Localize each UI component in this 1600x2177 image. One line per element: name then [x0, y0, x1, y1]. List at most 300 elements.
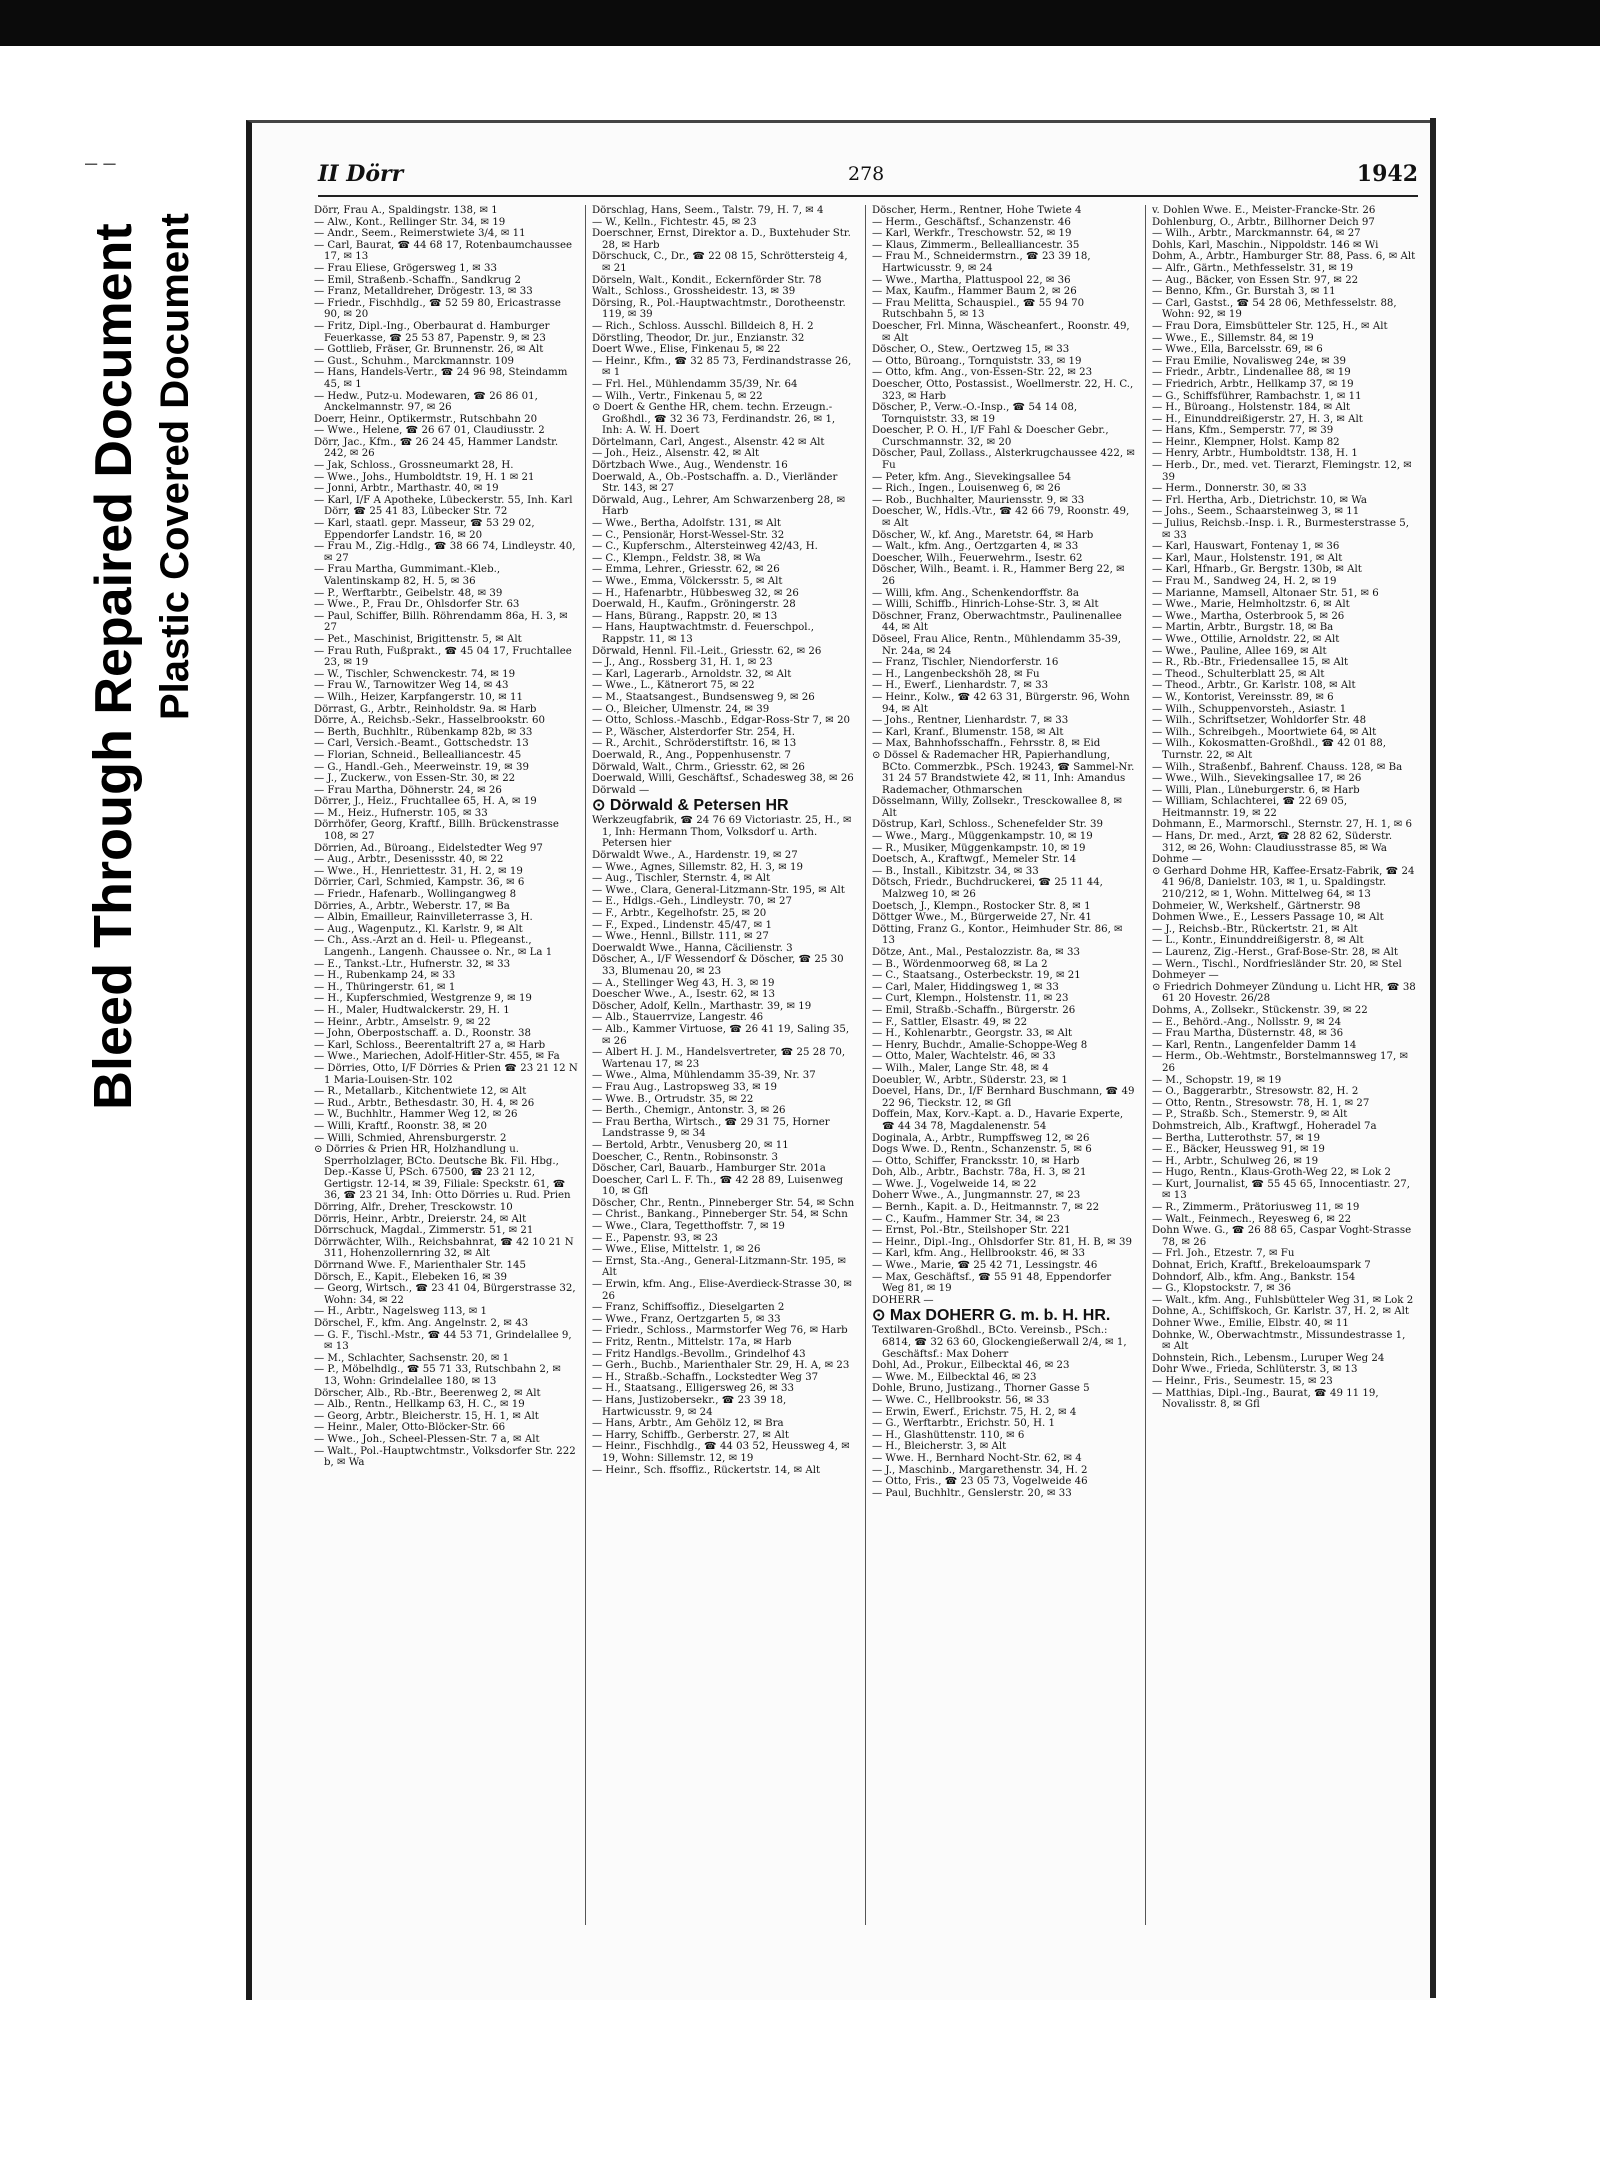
directory-entry: — Frl. Hel., Mühlendamm 35/39, Nr. 64 — [592, 378, 798, 390]
directory-entry: — Wwe., Bertha, Adolfstr. 131, ✉ Alt — [592, 518, 781, 530]
directory-entry: — Hans, Justizobersekr., ☎ 23 39 18, Hartwicusstr. 9, ✉ 24 — [592, 1394, 787, 1418]
directory-entry: — Willi, kfm. Ang., Schenkendorffstr. 8a — [872, 587, 1079, 599]
directory-entry: — Alb., Kammer Virtuose, ☎ 26 41 19, Saling 35, ✉ 26 — [592, 1023, 850, 1047]
directory-entry: — John, Oberpostschaff. a. D., Roonstr. 38 — [314, 1028, 531, 1040]
directory-entry: — Georg, Wirtsch., ☎ 23 41 04, Bürgerstrasse 32, Wohn: 34, ✉ 22 — [314, 1283, 576, 1306]
directory-entry: Doescher, W., Hdls.-Vtr., ☎ 42 66 79, Roonstr. 49, ✉ Alt — [872, 506, 1130, 530]
directory-entry: — Walt., kfm. Ang., Fuhlsbütteler Weg 31, ✉ Lok 2 — [1152, 1294, 1414, 1306]
section-heading: II Dörr — [318, 161, 404, 187]
directory-entry: — Karl, Hfnarb., Gr. Bergstr. 130b, ✉ Alt — [1152, 564, 1362, 576]
directory-entry: — Walt., Feinmech., Reyesweg 6, ✉ 22 — [1152, 1213, 1352, 1225]
directory-entry: Doescher, P. O. H., I/F Fahl & Doescher Gebr., Curschmannstr. 32, ✉ 20 — [872, 425, 1109, 448]
directory-entry: — Frau Martha, Döhnerstr. 24, ✉ 26 — [314, 784, 502, 796]
directory-entry: — Karl, Rentn., Langenfelder Damm 14 — [1152, 1039, 1357, 1051]
directory-entry: — Herb., Dr., med. vet. Tierarzt, Flemingstr. 12, ✉ 39 — [1152, 460, 1412, 483]
directory-entry: Doerwald, R., Ang., Poppenhusenstr. 7 — [592, 749, 791, 761]
directory-entry: — E., Bäcker, Heussweg 91, ✉ 19 — [1152, 1144, 1325, 1156]
directory-entry: — Aug., Arbtr., Desenissstr. 40, ✉ 22 — [314, 854, 504, 866]
directory-entry: — Rich., Schloss. Ausschl. Billdeich 8, H. 2 — [592, 320, 814, 332]
column-1 — [314, 205, 578, 1925]
page-number: 278 — [848, 163, 885, 185]
directory-entry: — Frau M., Sandweg 24, H. 2, ✉ 19 — [1152, 576, 1337, 587]
directory-entry: — Ernst, Pol.-Btr., Steilshoper Str. 221 — [872, 1225, 1071, 1237]
directory-entry: — Wilh., Schreibgeh., Moortwiete 64, ✉ Alt — [1152, 726, 1377, 738]
directory-entry: — G. F., Tischl.-Mstr., ☎ 44 53 71, Grindelallee 9, ✉ 13 — [314, 1329, 572, 1353]
directory-entry: Dohm, A., Arbtr., Hamburger Str. 88, Pass. 6, ✉ Alt — [1152, 251, 1416, 263]
directory-entry: Doerwald, Willi, Geschäftsf., Schadesweg 38, ✉ 26 — [592, 773, 854, 785]
directory-entry: Döscher, Paul, Zollass., Alsterkrugchaussee 422, ✉ Fu — [872, 448, 1135, 472]
directory-entry: — Martin, Arbtr., Burgstr. 18, ✉ Ba — [1152, 622, 1334, 634]
column-divider — [865, 205, 866, 1925]
directory-entry: — M., Staatsangest., Bundsensweg 9, ✉ 26 — [592, 691, 815, 703]
directory-entry: — E., Tankst.-Ltr., Hufnerstr. 32, ✉ 33 — [314, 958, 511, 970]
directory-entry: Dörrien, Ad., Büroang., Eidelstedter Weg 97 — [314, 842, 543, 854]
directory-entry: Doert Wwe., Elise, Finkenau 5, ✉ 22 — [592, 344, 781, 356]
directory-entry: — C., Staatsang., Osterbeckstr. 19, ✉ 21 — [872, 970, 1081, 982]
directory-entry: — Wilh., Vertr., Finkenau 5, ✉ 22 — [592, 390, 763, 402]
directory-entry: Doh, Alb., Arbtr., Bachstr. 78a, H. 3, ✉ 21 — [872, 1167, 1087, 1179]
directory-entry: Dötsch, Friedr., Buchdruckerei, ☎ 25 11 44, Malzweg 10, ✉ 26 — [872, 877, 1103, 901]
directory-entry: Doherr Wwe., A., Jungmannstr. 27, ✉ 23 — [872, 1190, 1081, 1202]
directory-entry: — Carl, Versich.-Beamt., Gottschedstr. 13 — [314, 738, 529, 750]
directory-entry: — Wwe., Martha, Plattuspool 22, ✉ 36 — [872, 274, 1071, 286]
directory-entry: Dörscher, Alb., Rb.-Btr., Beerenweg 2, ✉ Alt — [314, 1387, 541, 1399]
directory-entry: — Emil, Straßb.-Schaffn., Bürgerstr. 26 — [872, 1004, 1076, 1016]
directory-entry: — Gerh., Buchb., Marienthaler Str. 29, H. A, ✉ 23 — [592, 1360, 850, 1372]
directory-entry: Doescher Wwe., A., Isestr. 62, ✉ 13 — [592, 989, 775, 1001]
page-edge-shadow — [1430, 118, 1436, 1998]
directory-entry: — Karl, Hauswart, Fontenay 1, ✉ 36 — [1152, 541, 1340, 553]
directory-entry: — Frau Dora, Eimsbütteler Str. 125, H., ✉ Alt — [1152, 320, 1388, 332]
directory-entry: Döscher, P., Verw.-O.-Insp., ☎ 54 14 08, Tornquiststr. 33, ✉ 19 — [872, 402, 1078, 425]
directory-entry: — Wilh., Maler, Lange Str. 48, ✉ 4 — [872, 1062, 1049, 1074]
directory-entry: — Wwe., Marg., Müggenkampstr. 10, ✉ 19 — [872, 831, 1093, 843]
directory-entry: — Hans, Dr. med., Arzt, ☎ 28 82 62, Süderstr. 312, ✉ 26, Wohn: Claudiusstrasse 85, ✉ Wa — [1152, 831, 1393, 854]
directory-entry: Dörschlag, Hans, Seem., Talstr. 79, H. 7, ✉ 4 — [592, 205, 824, 216]
directory-entry: Döschner, Franz, Oberwachtmstr., Paulinenallee 44, ✉ Alt — [872, 610, 1122, 634]
directory-entry: — F., Arbtr., Kegelhofstr. 25, ✉ 20 — [592, 908, 767, 920]
directory-entry: Doescher, Wilh., Feuerwehrm., Isestr. 62 — [872, 552, 1083, 564]
directory-entry: — Wwe., P., Frau Dr., Ohlsdorfer Str. 63 — [314, 599, 520, 611]
directory-entry: ⊙ Dörwald & Petersen HR — [592, 797, 789, 815]
directory-entry: Dohne, A., Schiffskoch, Gr. Karlstr. 37, H. 2, ✉ Alt — [1152, 1306, 1409, 1318]
directory-entry: Döscher, A., I/F Wessendorf & Döscher, ☎ 25 30 33, Blumenau 20, ✉ 23 — [592, 954, 844, 977]
directory-entry: — G., Klopstockstr. 7, ✉ 36 — [1152, 1283, 1292, 1295]
directory-entry: — C., Pensionär, Horst-Wessel-Str. 32 — [592, 529, 785, 541]
directory-entry: Dörris, Heinr., Arbtr., Dreierstr. 24, ✉ Alt — [314, 1213, 527, 1225]
directory-entry: Döscher, Chr., Rentn., Pinneberger Str. 54, ✉ Schn — [592, 1197, 855, 1209]
directory-entry: Dörwald — — [592, 784, 650, 796]
directory-entry: Döscher, Adolf, Kelln., Marthastr. 39, ✉ 19 — [592, 1000, 812, 1012]
directory-entry: — Marianne, Mamsell, Altonaer Str. 51, ✉ 6 — [1152, 587, 1379, 599]
directory-entry: — Aug., Bäcker, von Essen Str. 97, ✉ 22 — [1152, 274, 1359, 286]
directory-entry: Dörwaldt Wwe., A., Hardenstr. 19, ✉ 27 — [592, 850, 798, 862]
directory-entry: — J., Reichsb.-Btr., Rückertstr. 21, ✉ Alt — [1152, 923, 1358, 935]
directory-entry: — Karl, Maur., Holstenstr. 191, ✉ Alt — [1152, 552, 1343, 564]
directory-entry: — Erwin, kfm. Ang., Elise-Averdieck-Strasse 30, ✉ 26 — [592, 1279, 852, 1302]
directory-entry: — Heinr., Fischhdlg., ☎ 44 03 52, Heussweg 4, ✉ 19, Wohn: Sillemstr. 12, ✉ 19 — [592, 1441, 850, 1464]
directory-entry: Dohls, Karl, Maschin., Nippoldstr. 146 ✉ Wi — [1152, 239, 1379, 251]
directory-entry: — Franz, Metalldreher, Drögestr. 13, ✉ 33 — [314, 286, 533, 298]
directory-entry: Werkzeugfabrik, ☎ 24 76 69 Victoriastr. 25, H., ✉ 1, Inh: Hermann Thom, Volksdorf u. Arth. Petersen hier — [592, 815, 852, 850]
column-3 — [872, 205, 1136, 1925]
directory-entry: Dohmeier, W., Werkshelf., Gärtnerstr. 98 — [1152, 900, 1361, 912]
directory-entry: — G., Werftarbtr., Erichstr. 50, H. 1 — [872, 1418, 1056, 1430]
directory-entry: Döscher, O., Stew., Oertzweg 15, ✉ 33 — [872, 344, 1070, 356]
directory-entry: — Karl, kfm. Ang., Hellbrookstr. 46, ✉ 33 — [872, 1248, 1085, 1260]
directory-entry: — Alb., Rentn., Hellkamp 63, H. C., ✉ 19 — [314, 1399, 525, 1411]
directory-entry: — R., Zimmerm., Prätoriusweg 11, ✉ 19 — [1152, 1202, 1360, 1214]
directory-entry: — Laurenz, Zig.-Herst., Graf-Bose-Str. 28, ✉ Alt — [1152, 947, 1398, 958]
directory-entry: — Johs., Rentner, Lienhardstr. 7, ✉ 33 — [872, 715, 1069, 727]
directory-entry: — Georg, Arbtr., Bleicherstr. 15, H. 1, ✉ Alt — [314, 1410, 539, 1422]
directory-entry: — Wilh., Schriftsetzer, Wohldorfer Str. 48 — [1152, 715, 1367, 727]
directory-entry: Dörrast, G., Arbtr., Reinholdstr. 9a. ✉ Harb — [314, 703, 537, 715]
directory-entry: Doescher, Frl. Minna, Wäscheanfert., Roonstr. 49, ✉ Alt — [872, 320, 1130, 344]
directory-entry: — H., Einunddreißigerstr. 27, H. 3, ✉ Alt — [1152, 413, 1363, 425]
directory-entry: — Franz, Tischler, Niendorferstr. 16 — [872, 657, 1059, 669]
directory-entry: — E., Hdlgs.-Geh., Lindleystr. 70, ✉ 27 — [592, 896, 792, 908]
directory-entry: — Peter, kfm. Ang., Sievekingsallee 54 — [872, 471, 1072, 483]
directory-entry: — Wwe., Clara, Tegetthoffstr. 7, ✉ 19 — [592, 1221, 785, 1233]
directory-entry: Dötze, Ant., Mal., Pestalozzistr. 8a, ✉ 33 — [872, 947, 1080, 958]
directory-entry: — H., Langenbeckshöh 28, ✉ Fu — [872, 668, 1040, 680]
directory-entry: — Wilh., Straßenbf., Bahrenf. Chauss. 128, ✉ Ba — [1152, 761, 1403, 773]
directory-entry: — Rob., Buchhalter, Mauriensstr. 9, ✉ 33 — [872, 494, 1085, 506]
directory-entry: — Otto, kfm. Ang., von-Essen-Str. 22, ✉ 23 — [872, 367, 1093, 379]
directory-entry: Döscher, Herm., Rentner, Hohe Twiete 4 — [872, 205, 1082, 216]
directory-entry: — Otto, Maler, Wachtelstr. 46, ✉ 33 — [872, 1051, 1056, 1063]
directory-entry: Dörrhöfer, Georg, Kraftf., Billh. Brückenstrasse 108, ✉ 27 — [314, 819, 559, 843]
directory-entry: Döscher, Wilh., Beamt. i. R., Hammer Berg 22, ✉ 26 — [872, 564, 1125, 587]
directory-entry: — Gust., Schuhm., Marckmannstr. 109 — [314, 355, 515, 367]
directory-entry: — Wilh., Schuppenvorsteh., Asiastr. 1 — [1152, 703, 1347, 715]
directory-entry: — Fritz Handlgs.-Bevollm., Grindelhof 43 — [592, 1348, 806, 1360]
directory-entry: — Jak, Schloss., Grossneumarkt 28, H. — [314, 460, 514, 472]
directory-entry: — F., Exped., Lindenstr. 45/47, ✉ 1 — [592, 919, 772, 931]
directory-entry: — Theod., Arbtr., Gr. Karlstr. 108, ✉ Alt — [1152, 680, 1356, 692]
directory-entry: — Walt., kfm. Ang., Oertzgarten 4, ✉ 33 — [872, 541, 1079, 553]
directory-entry: — Wwe., H., Henriettestr. 31, H. 2, ✉ 19 — [314, 865, 523, 877]
directory-entry: — Emma, Lehrer., Griesstr. 62, ✉ 26 — [592, 564, 780, 576]
directory-entry: — Curt, Klempn., Holstenstr. 11, ✉ 23 — [872, 993, 1069, 1005]
directory-entry: — Alfr., Gärtn., Methfesselstr. 31, ✉ 19 — [1152, 262, 1354, 274]
directory-entry: Döseel, Frau Alice, Rentn., Mühlendamm 35-39, Nr. 24a, ✉ 24 — [872, 633, 1122, 657]
directory-entry: — Ch., Ass.-Arzt an d. Heil- u. Pflegeanst., Langenh., Langenh. Chaussee o. Nr., ✉ La 1 — [314, 935, 553, 958]
directory-entry: — Frau Bertha, Wirtsch., ☎ 29 31 75, Horner Landstrasse 9, ✉ 34 — [592, 1116, 830, 1140]
plastic-covered-label: Plastic Covered Document — [153, 213, 197, 720]
directory-entry: Dohnat, Erich, Kraftf., Brekeloaumspark 7 — [1152, 1260, 1371, 1272]
directory-entry: — R., Metallarb., Kitchentwiete 12, ✉ Alt — [314, 1086, 527, 1098]
directory-entry: — Carl, Maler, Hiddingsweg 1, ✉ 33 — [872, 981, 1059, 993]
directory-entry: — Frau Ruth, Fußprakt., ☎ 45 04 17, Fruchtallee 23, ✉ 19 — [314, 645, 572, 669]
directory-entry: — W., Kontorist, Vereinsstr. 89, ✉ 6 — [1152, 691, 1334, 703]
directory-entry: — H., Rubenkamp 24, ✉ 33 — [314, 970, 456, 982]
directory-entry: — J., Ang., Rossberg 31, H. 1, ✉ 23 — [592, 657, 773, 669]
directory-entry: Dörre, A., Reichsb.-Sekr., Hasselbrookstr. 60 — [314, 715, 545, 727]
directory-entry: — W., Buchhltr., Hammer Weg 12, ✉ 26 — [314, 1109, 518, 1121]
directory-entry: — Heinr., Sch. ffsoffiz., Rückertstr. 14, ✉ Alt — [592, 1464, 821, 1476]
directory-entry: — Paul, Buchhltr., Genslerstr. 20, ✉ 33 — [872, 1487, 1072, 1499]
directory-entry: Dohmann, E., Marmorschl., Sternstr. 27, H. 1, ✉ 6 — [1152, 819, 1412, 831]
directory-entry: Dörtzbach Wwe., Aug., Wendenstr. 16 — [592, 460, 788, 472]
directory-entry: Dörrschuck, Magdal., Zimmerstr. 51, ✉ 21 — [314, 1225, 534, 1237]
directory-entry: — Karl, staatl. gepr. Masseur, ☎ 53 29 02, Eppendorfer Landstr. 16, ✉ 20 — [314, 518, 535, 541]
directory-entry: — Karl, Werkfr., Treschowstr. 52, ✉ 19 — [872, 228, 1072, 240]
column-divider — [585, 205, 586, 1925]
directory-entry: Dohle, Bruno, Justizang., Thorner Gasse 5 — [872, 1383, 1090, 1395]
directory-entry: ⊙ Doert & Genthe HR, chem. techn. Erzeugn.-Großhdl., ☎ 32 36 73, Ferdinandstr. 26, ✉ 1, Inh: A. W. H. Doert — [592, 402, 836, 437]
directory-entry: — Frl. Joh., Etzestr. 7, ✉ Fu — [1152, 1248, 1295, 1260]
directory-entry: — Frau Martha, Düsternstr. 48, ✉ 36 — [1152, 1028, 1344, 1040]
directory-entry: — Wwe., Wilh., Sievekingsallee 17, ✉ 26 — [1152, 773, 1362, 785]
directory-entry: — Benno, Kfm., Gr. Burstah 3, ✉ 11 — [1152, 286, 1336, 298]
directory-entry: — Friedr., Schloss., Marmstorfer Weg 76, ✉ Harb — [592, 1325, 848, 1337]
directory-entry: — William, Schlachterei, ☎ 22 69 05, Heitmannstr. 19, ✉ 22 — [1152, 796, 1348, 819]
directory-entry: — Frau Melitta, Schauspiel., ☎ 55 94 70 Rutschbahn 5, ✉ 13 — [872, 297, 1085, 321]
directory-entry: — H., Ewerf., Lienhardstr. 7, ✉ 33 — [872, 680, 1049, 692]
directory-entry: Walt., Schloss., Grossheidestr. 13, ✉ 39 — [592, 286, 796, 298]
directory-entry: Dörsing, R., Pol.-Hauptwachtmstr., Dorotheenstr. 119, ✉ 39 — [592, 297, 846, 321]
directory-entry: — Aug., Tischler, Sternstr. 4, ✉ Alt — [592, 873, 771, 885]
directory-entry: Dohmeyer — — [1152, 970, 1219, 982]
directory-entry: — H., Thüringerstr. 61, ✉ 1 — [314, 981, 456, 993]
directory-entry: Döscher, Carl, Bauarb., Hamburger Str. 201a — [592, 1163, 826, 1175]
directory-entry: — Wwe. H., Bernhard Nocht-Str. 62, ✉ 4 — [872, 1452, 1082, 1464]
directory-entry: Dörries, A., Arbtr., Weberstr. 17, ✉ Ba — [314, 900, 510, 912]
directory-entry: — Wwe., Clara, General-Litzmann-Str. 195, ✉ Alt — [592, 884, 845, 896]
directory-entry: — W., Kelln., Fichtestr. 45, ✉ 23 — [592, 216, 757, 228]
directory-entry: — Wwe., E., Sillemstr. 84, ✉ 19 — [1152, 332, 1314, 344]
directory-entry: Doerwald, A., Ob.-Postschaffn. a. D., Vierländer Str. 143, ✉ 27 — [592, 471, 838, 495]
directory-entry: Dohmen Wwe., E., Lessers Passage 10, ✉ Alt — [1152, 912, 1384, 924]
directory-entry: Dohl, Ad., Prokur., Eilbecktal 46, ✉ 23 — [872, 1360, 1070, 1372]
directory-entry: — Wwe., Mariechen, Adolf-Hitler-Str. 455, ✉ Fa — [314, 1051, 560, 1063]
directory-entry: — Max, Bahnhofsschaffn., Fehrsstr. 8, ✉ Eid — [872, 738, 1101, 750]
directory-entry: — Frau W., Tarnowitzer Weg 14, ✉ 43 — [314, 680, 509, 692]
directory-entry: — O., Baggerarbtr., Stresowstr. 82, H. 2 — [1152, 1086, 1359, 1098]
directory-entry: — Aug., Wagenputz., Kl. Karlstr. 9, ✉ Alt — [314, 923, 523, 935]
directory-entry: — Friedr., Hafenarb., Wollingangweg 8 — [314, 889, 517, 901]
directory-entry: — F., Sattler, Elsastr. 49, ✉ 22 — [872, 1016, 1028, 1028]
directory-entry: — Walt., Pol.-Hauptwchtmstr., Volksdorfer Str. 222 b, ✉ Wa — [314, 1445, 576, 1469]
directory-entry: Doetsch, J., Klempn., Rostocker Str. 8, ✉ 1 — [872, 900, 1091, 912]
directory-entry: ⊙ Gerhard Dohme HR, Kaffee-Ersatz-Fabrik, ☎ 24 41 96/8, Danielstr. 103, ✉ 1, u. Spaldingstr. 210/212, ✉ 1, Wohn. Mittelweg 64, ✉ 13 — [1152, 865, 1415, 901]
directory-entry: — Alw., Kont., Rellinger Str. 34, ✉ 19 — [314, 216, 506, 228]
year-label: 1942 — [1356, 161, 1418, 187]
directory-entry: Doescher, Carl L. F. Th., ☎ 42 28 89, Luisenweg 10, ✉ Gfl — [592, 1174, 844, 1198]
directory-entry: — Wwe., Ella, Barcelsstr. 69, ✉ 6 — [1152, 344, 1323, 356]
directory-entry: Dösselmann, Willy, Zollsekr., Tresckowallee 8, ✉ Alt — [872, 796, 1122, 819]
directory-entry: — Theod., Schulterblatt 25, ✉ Alt — [1152, 668, 1325, 680]
directory-entry: — Johs., Seem., Schaarsteinweg 3, ✉ 11 — [1152, 506, 1360, 518]
directory-entry: Dohlenburg, O., Arbtr., Billhorner Deich 97 — [1152, 216, 1375, 228]
directory-entry: Doescher, C., Rentn., Robinsonstr. 3 — [592, 1151, 778, 1163]
directory-entry: — O., Bleicher, Ulmenstr. 24, ✉ 39 — [592, 703, 770, 715]
directory-entry: — Bertha, Lutterothstr. 57, ✉ 19 — [1152, 1132, 1320, 1144]
directory-entry: Dörwald, Hennl. Fil.-Leit., Griesstr. 62, ✉ 26 — [592, 645, 822, 657]
directory-entry: — Rich., Ingen., Louisenweg 6, ✉ 26 — [872, 483, 1061, 495]
directory-entry: Doginala, A., Arbtr., Rumpffsweg 12, ✉ 26 — [872, 1132, 1090, 1144]
directory-entry: — Wwe., Alma, Mühlendamm 35-39, Nr. 37 — [592, 1070, 816, 1082]
condition-line-1 — [80, 150, 147, 1110]
directory-entry: — Frau M., Schneidermstrn., ☎ 23 39 18, Hartwicusstr. 9, ✉ 24 — [872, 251, 1091, 274]
directory-entry: ⊙ Max DOHERR G. m. b. H. HR. — [872, 1307, 1111, 1325]
directory-entry: — Otto, Rentn., Stresowstr. 78, H. 1, ✉ 27 — [1152, 1097, 1370, 1109]
directory-entry: — Heinr., Kfm., ☎ 32 85 73, Ferdinandstrasse 26, ✉ 1 — [592, 355, 852, 379]
directory-entry: — Wwe., Elise, Mittelstr. 1, ✉ 26 — [592, 1244, 761, 1256]
directory-entry: — Christ., Bankang., Pinneberger Str. 54, ✉ Schn — [592, 1209, 848, 1221]
directory-entry: — H., Maler, Hudtwalckerstr. 29, H. 1 — [314, 1004, 510, 1016]
directory-entry: — Wwe. B., Ortrudstr. 35, ✉ 22 — [592, 1093, 754, 1105]
directory-entry: Dörrier, Carl, Schmied, Kampstr. 36, ✉ 6 — [314, 877, 525, 889]
directory-entry: Doeubler, W., Arbtr., Süderstr. 23, ✉ 1 — [872, 1074, 1068, 1086]
directory-entry: Dörseln, Walt., Kondit., Eckernförder Str. 78 — [592, 274, 822, 286]
directory-entry: Dohmstreich, Alb., Kraftwgf., Hoheradel 7a — [1152, 1120, 1377, 1132]
directory-entry: — Wilh., Heizer, Karpfangerstr. 10, ✉ 11 — [314, 691, 523, 703]
directory-entry: — Carl, Gastst., ☎ 54 28 06, Methfesselstr. 88, Wohn: 92, ✉ 19 — [1152, 297, 1397, 321]
directory-entry: — Fritz, Dipl.-Ing., Oberbaurat d. Hamburger Feuerkasse, ☎ 25 53 87, Papenstr. 9, ✉ 23 — [314, 320, 550, 344]
directory-entry: — Hedw., Putz-u. Modewaren, ☎ 26 86 01, Anckelmannstr. 97, ✉ 26 — [314, 390, 538, 414]
directory-entry: — Frau Emilie, Novalisweg 24e, ✉ 39 — [1152, 355, 1346, 367]
directory-entry: — Wwe., Martha, Osterbrook 5, ✉ 26 — [1152, 610, 1345, 622]
directory-entry: — Berth, Buchhltr., Rübenkamp 82b, ✉ 33 — [314, 726, 533, 738]
directory-entry: — Albert H. J. M., Handelsvertreter, ☎ 25 28 70, Wartenau 17, ✉ 23 — [592, 1047, 846, 1070]
directory-entry: — Wwe., Emma, Völckersstr. 5, ✉ Alt — [592, 576, 783, 587]
directory-entry: — Otto, Fris., ☎ 23 05 73, Vogelweide 46 — [872, 1476, 1088, 1488]
directory-entry: — Otto, Büroang., Tornquiststr. 33, ✉ 19 — [872, 355, 1082, 367]
directory-entry: — Hans, Arbtr., Am Gehölz 12, ✉ Bra — [592, 1418, 784, 1430]
directory-entry: — B., Install., Kibitzstr. 34, ✉ 33 — [872, 865, 1039, 877]
directory-entry: — W., Tischler, Schwenckestr. 74, ✉ 19 — [314, 668, 516, 680]
directory-entry: Doerschner, Ernst, Direktor a. D., Buxtehuder Str. 28, ✉ Harb — [592, 228, 851, 251]
directory-entry: — B., Wördenmoorweg 68, ✉ La 2 — [872, 958, 1048, 970]
directory-entry: — Heinr., Arbtr., Amselstr. 9, ✉ 22 — [314, 1016, 491, 1028]
directory-entry: — Henry, Arbtr., Humboldtstr. 138, H. 1 — [1152, 448, 1358, 460]
margin-dashes: – – — [85, 150, 116, 175]
directory-entry: — J., Maschinb., Margarethenstr. 34, H. 2 — [872, 1464, 1088, 1476]
directory-entry: Doerwald, H., Kaufm., Gröningerstr. 28 — [592, 599, 796, 611]
directory-entry: — Max, Geschäftsf., ☎ 55 91 48, Eppendorfer Weg 81, ✉ 19 — [872, 1271, 1112, 1295]
directory-entry: — Heinr., Kolw., ☎ 42 63 31, Bürgerstr. 96, Wohn 94, ✉ Alt — [872, 691, 1130, 715]
directory-entry: DOHERR — — [872, 1294, 934, 1306]
directory-entry: — Franz, Schiffsoffiz., Dieselgarten 2 — [592, 1302, 785, 1314]
directory-entry: — Hans, Bürang., Rappstr. 20, ✉ 13 — [592, 610, 778, 622]
directory-entry: — Emil, Straßenb.-Schaffn., Sandkrug 2 — [314, 274, 521, 286]
directory-entry: — H., Hafenarbtr., Hübbesweg 32, ✉ 26 — [592, 587, 799, 599]
directory-entry: ⊙ Friedrich Dohmeyer Zündung u. Licht HR, ☎ 38 61 20 Hovestr. 26/28 — [1152, 981, 1416, 1005]
directory-entry: — Rud., Arbtr., Bethesdastr. 30, H. 4, ✉ 26 — [314, 1097, 535, 1109]
directory-entry: — P., Straßb. Sch., Stemerstr. 9, ✉ Alt — [1152, 1109, 1348, 1121]
directory-entry: — Andr., Seem., Reimerstwiete 3/4, ✉ 11 — [314, 228, 526, 240]
directory-entry: — Dörries, Otto, I/F Dörries & Prien ☎ 23 21 12 N 1 Maria-Louisen-Str. 102 — [314, 1062, 578, 1086]
directory-entry: — Heinr., Dipl.-Ing., Ohlsdorfer Str. 81, H. B, ✉ 39 — [872, 1236, 1132, 1248]
directory-entry: — Joh., Heiz., Alsenstr. 42, ✉ Alt — [592, 448, 760, 460]
column-4 — [1152, 205, 1416, 1925]
directory-entry: — Herm., Geschäftsf., Schanzenstr. 46 — [872, 216, 1071, 228]
directory-entry: — Pet., Maschinist, Brigittenstr. 5, ✉ Alt — [314, 633, 522, 645]
directory-entry: — Berth., Chemigr., Antonstr. 3, ✉ 26 — [592, 1105, 786, 1117]
directory-entry: Doffein, Max, Korv.-Kapt. a. D., Havarie Experte, ☎ 44 34 78, Magdalenenstr. 54 — [872, 1109, 1124, 1132]
directory-entry: Dötting, Franz G., Kontor., Heimhuder Str. 86, ✉ 13 — [872, 923, 1123, 947]
directory-entry: Dörschuck, C., Dr., ☎ 22 08 15, Schröttersteig 4, ✉ 21 — [592, 251, 848, 274]
directory-entry: — M., Heiz., Hufnerstr. 105, ✉ 33 — [314, 807, 488, 819]
directory-entry: ⊙ Dörries & Prien HR, Holzhandlung u. Sperrholzlager, BCto. Deutsche Bk. Fil. Hbg., Dep.-Kasse U, PSch. 67500, ☎ 23 21 12, Gertigstr. 12-14, ✉ 39, Filiale: Speckstr. 61, ☎ 36, ☎ 23 21 34, Inh: Otto Dörries u. Rud. Prien — [314, 1144, 571, 1202]
directory-entry: Dörrer, J., Heiz., Fruchtallee 65, H. A, ✉ 19 — [314, 796, 537, 808]
directory-entry: — Wwe., Johs., Humboldtstr. 19, H. 1 ✉ 21 — [314, 471, 535, 483]
directory-entry: — Heinr., Fris., Seumestr. 15, ✉ 23 — [1152, 1375, 1333, 1387]
directory-entry: Döscher, W., kf. Ang., Maretstr. 64, ✉ Harb — [872, 529, 1094, 541]
directory-entry: Doescher, Otto, Postassist., Woellmerstr. 22, H. C., 323, ✉ Harb — [872, 378, 1134, 402]
directory-entry: Textilwaren-Großhdl., BCto. Vereinsb., PSch.: 6814, ☎ 32 63 60, Glockengießerwall 2/4, ✉ 1, Geschäftsf.: Max Doherr — [872, 1325, 1127, 1360]
directory-entry: — E., Behörd.-Ang., Nollsstr. 9, ✉ 24 — [1152, 1016, 1342, 1028]
directory-entry: Dörtelmann, Carl, Angest., Alsenstr. 42 ✉ Alt — [592, 436, 825, 448]
directory-entry: — H., Arbtr., Nagelsweg 113, ✉ 1 — [314, 1306, 488, 1318]
directory-entry: Dörring, Alfr., Dreher, Tresckowstr. 10 — [314, 1202, 513, 1214]
directory-entry: — Gottlieb, Fräser, Gr. Brunnenstr. 26, ✉ Alt — [314, 344, 544, 356]
directory-entry: — Karl, Schloss., Beerentaltrift 27 a, ✉ Harb — [314, 1039, 546, 1051]
directory-entry: — Otto, Schloss.-Maschb., Edgar-Ross-Str 7, ✉ 20 — [592, 715, 851, 727]
directory-entry: — Matthias, Dipl.-Ing., Baurat, ☎ 49 11 19, Novalisstr. 8, ✉ Gfl — [1152, 1387, 1379, 1411]
directory-entry: — Heinr., Maler, Otto-Blöcker-Str. 66 — [314, 1422, 506, 1434]
directory-entry: — Carl, Baurat, ☎ 44 68 17, Rotenbaumchaussee 17, ✉ 13 — [314, 239, 573, 263]
directory-entry: — Wilh., Kokosmatten-Großhdl., ☎ 42 01 88, Turnstr. 22, ✉ Alt — [1152, 738, 1387, 761]
directory-entry: — Paul, Schiffer, Billh. Röhrendamm 86a, H. 3, ✉ 27 — [314, 610, 568, 634]
directory-entry: — J., Zuckerw., von Essen-Str. 30, ✉ 22 — [314, 773, 516, 785]
directory-entry: — Heinr., Klempner, Holst. Kamp 82 — [1152, 436, 1340, 448]
directory-entry: — Fritz, Rentn., Mittelstr. 17a, ✉ Harb — [592, 1337, 792, 1348]
directory-entry: — Wwe., Ottilie, Arnoldstr. 22, ✉ Alt — [1152, 633, 1340, 645]
directory-entry: — Max, Kaufm., Hammer Baum 2, ✉ 26 — [872, 286, 1077, 298]
directory-entry: Dohnke, W., Oberwachtmstr., Missundestrasse 1, ✉ Alt — [1152, 1329, 1406, 1353]
header-rule — [318, 195, 1418, 197]
directory-entry: — P., Wäscher, Alsterdorfer Str. 254, H. — [592, 726, 795, 738]
directory-entry: — Willi, Schmied, Ahrensburgerstr. 2 — [314, 1132, 507, 1144]
directory-entry: — Karl, Kranf., Blumenstr. 158, ✉ Alt — [872, 726, 1064, 738]
directory-entry: — Hans, Kfm., Semperstr. 77, ✉ 39 — [1152, 425, 1334, 437]
document-condition-label — [80, 150, 265, 1110]
directory-entry: — H., Staatsang., Elligersweg 26, ✉ 33 — [592, 1383, 794, 1395]
directory-entry: Doevel, Hans, Dr., I/F Bernhard Buschmann, ☎ 49 22 96, Tieckstr. 12, ✉ Gfl — [872, 1086, 1135, 1109]
directory-entry: Döttger Wwe., M., Bürgerweide 27, Nr. 41 — [872, 912, 1092, 924]
directory-entry: — M., Schlachter, Sachsenstr. 20, ✉ 1 — [314, 1352, 510, 1364]
directory-entry: — Florian, Schneid., Bellealliancestr. 45 — [314, 749, 522, 761]
directory-entry: — C., Kupferschm., Altersteinweg 42/43, H. — [592, 541, 818, 553]
directory-entry: ⊙ Dössel & Rademacher HR, Papierhandlung, BCto. Commerzbk., PSch. 19243, ☎ Sammel-Nr. 31 24 57 Brandstwiete 42, ✉ 11, Inh: Amandus Rademacher, Othmarschen — [872, 749, 1135, 796]
directory-entry: — Hans, Hauptwachtmstr. d. Feuerschpol., Rappstr. 11, ✉ 13 — [592, 622, 815, 645]
directory-entry: — H., Arbtr., Schulweg 26, ✉ 19 — [1152, 1155, 1319, 1167]
directory-entry: — H., Büroang., Holstenstr. 184, ✉ Alt — [1152, 402, 1351, 414]
directory-page — [246, 120, 1434, 2000]
directory-entry: Dörr, Jac., Kfm., ☎ 26 24 45, Hammer Landstr. 242, ✉ 26 — [314, 436, 559, 460]
directory-entry: — H., Straßb.-Schaffn., Lockstedter Weg 37 — [592, 1371, 819, 1383]
directory-entry: — Frl. Hertha, Arb., Dietrichstr. 10, ✉ Wa — [1152, 494, 1367, 506]
directory-entry: — Hans, Handels-Vertr., ☎ 24 96 98, Steindamm 45, ✉ 1 — [314, 367, 568, 390]
directory-entry: Dohn Wwe. G., ☎ 26 88 65, Caspar Voght-Strasse 78, ✉ 26 — [1152, 1225, 1412, 1248]
directory-entry: — Bernh., Kapit. a. D., Heitmannstr. 7, ✉ 22 — [872, 1202, 1100, 1214]
directory-entry: Dogs Wwe. D., Rentn., Schanzenstr. 5, ✉ 6 — [872, 1144, 1092, 1156]
directory-entry: Dohr Wwe., Frieda, Schlüterstr. 3, ✉ 13 — [1152, 1364, 1358, 1376]
directory-entry: — R., Archit., Schröderstiftstr. 16, ✉ 13 — [592, 738, 797, 750]
directory-entry: — Karl, Lagerarb., Arnoldstr. 32, ✉ Alt — [592, 668, 792, 680]
directory-entry: Dörstling, Theodor, Dr. jur., Enzianstr. 32 — [592, 332, 805, 344]
directory-entry: — Ernst, Sta.-Ang., General-Litzmann-Str. 195, ✉ Alt — [592, 1255, 847, 1279]
directory-entry: — Herm., Ob.-Wehtmstr., Borstelmannsweg 17, ✉ 26 — [1152, 1051, 1409, 1074]
directory-entry: Dohnstein, Rich., Lebensm., Luruper Weg 24 — [1152, 1352, 1385, 1364]
directory-entry: — Wwe., Agnes, Sillemstr. 82, H. 3, ✉ 19 — [592, 861, 804, 873]
directory-entry: — Frau Martha, Gummimant.-Kleb., Valentinskamp 82, H. 5, ✉ 36 — [314, 564, 501, 587]
directory-entry: — Alb., Stauerrvize, Langestr. 46 — [592, 1012, 764, 1024]
